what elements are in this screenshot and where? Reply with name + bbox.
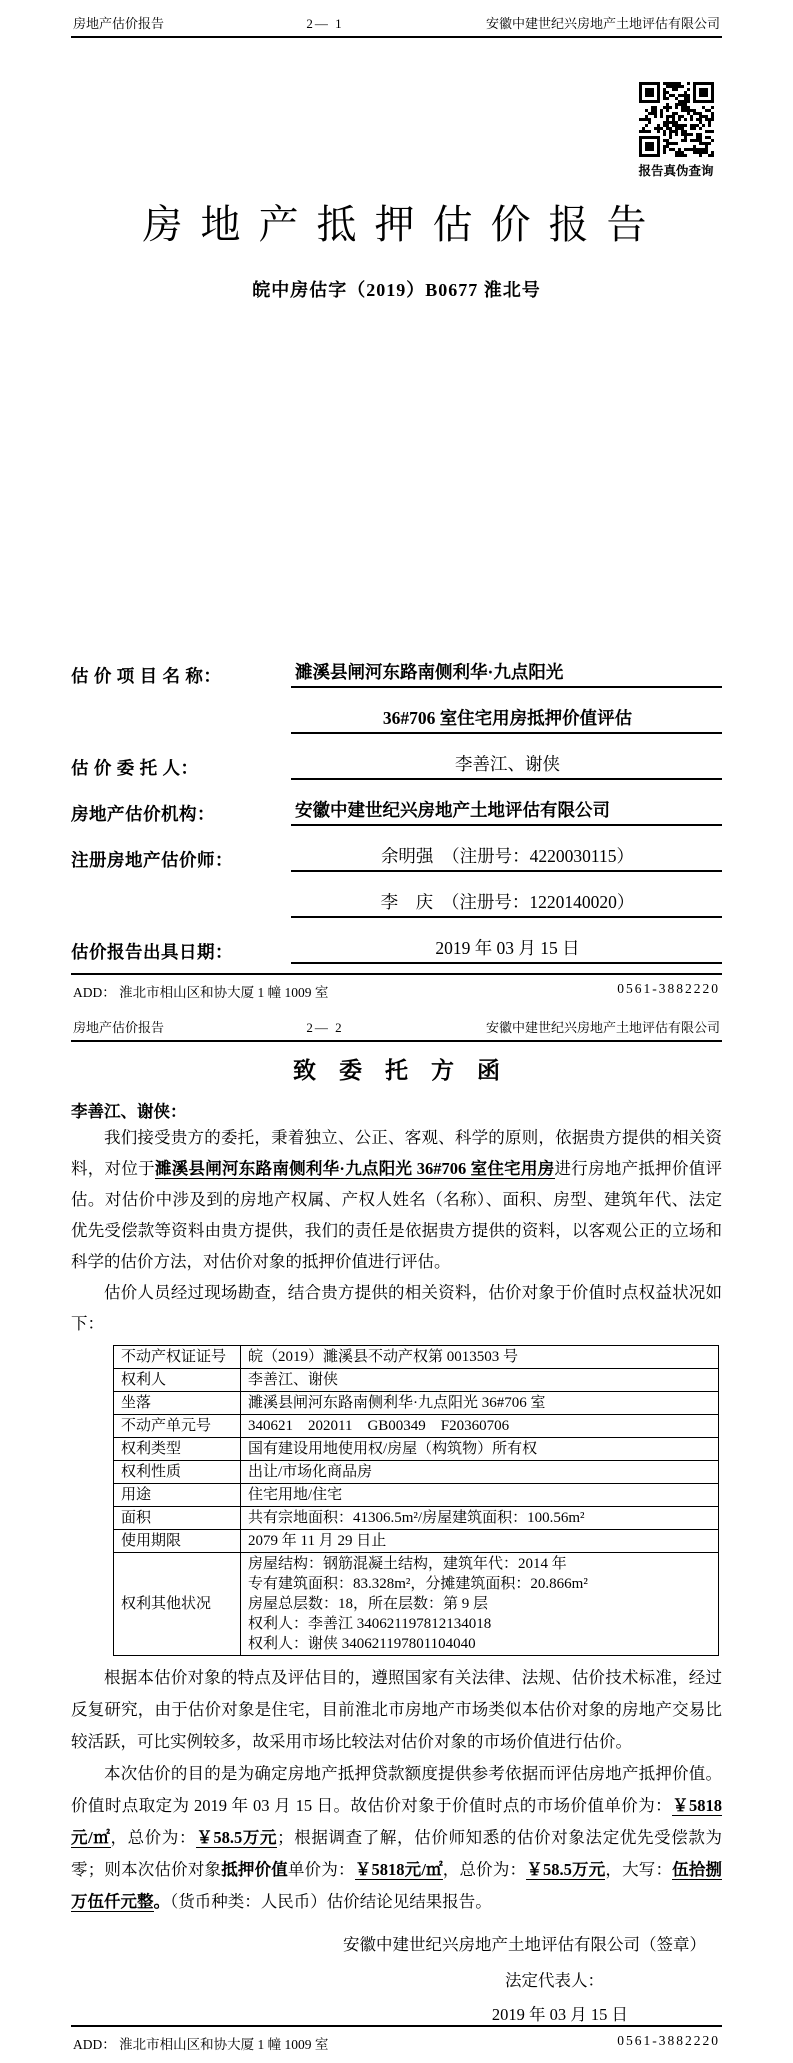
table-value-line: 皖（2019）濉溪县不动产权第 0013503 号 [248, 1349, 519, 1365]
page2-header [71, 1011, 722, 1042]
table-value-line: 房屋结构：钢筋混凝土结构，建筑年代：2014 年 [248, 1556, 567, 1572]
page1-header [71, 0, 722, 38]
cover-field-row [71, 872, 722, 918]
table-row-value [241, 1346, 719, 1369]
table-value-line: 共有宗地面积：41306.5m²/房屋建筑面积：100.56m² [248, 1510, 585, 1526]
body-text: ，总价为： [110, 1828, 197, 1847]
field-value: 李善江、谢侠 [291, 751, 722, 780]
table-row-label: 坐落 [114, 1392, 241, 1415]
cover-field-row [71, 780, 722, 826]
field-value: 安徽中建世纪兴房地产土地评估有限公司 [291, 797, 722, 826]
table-row-value [241, 1392, 719, 1415]
table-row-value [241, 1507, 719, 1530]
header-doc-type: 房地产估价报告 [73, 16, 165, 31]
footer-phone: 0561-3882220 [617, 981, 720, 996]
table-row-value [241, 1415, 719, 1438]
footer-address: ADD： 淮北市相山区和协大厦 1 幢 1009 室 [73, 985, 329, 1000]
highlighted-text: 濉溪县闸河东路南侧利华·九点阳光 36#706 室住宅用房 [154, 1159, 555, 1178]
highlighted-text: 伍拾捌万伍仟元整 [71, 1860, 723, 1911]
table-row [114, 1369, 719, 1392]
table-row-label: 权利人 [114, 1369, 241, 1392]
letter-title: 致 委 托 方 函 [293, 1058, 500, 1083]
table-row-value [241, 1484, 719, 1507]
table-row-label: 权利类型 [114, 1438, 241, 1461]
body-text: 估价人员经过现场勘查，结合贵方提供的相关资料，估价对象于价值时点权益状况如下： [71, 1283, 722, 1333]
paragraph [71, 1277, 722, 1339]
field-label: 估价报告出具日期： [71, 942, 233, 962]
field-label: 房地产估价机构： [71, 804, 215, 824]
table-row [114, 1461, 719, 1484]
page-1-cover [0, 0, 793, 1011]
footer-address: ADD： 淮北市相山区和协大厦 1 幢 1009 室 [73, 2037, 329, 2052]
report-title: 房 地 产 抵 押 估 价 报 告 [142, 202, 651, 247]
body-text: 单价为： [287, 1860, 355, 1879]
table-row-value [241, 1369, 719, 1392]
table-value-line: 住宅用地/住宅 [248, 1487, 343, 1503]
header-page-number: 2— 1 [306, 16, 344, 31]
qr-verification-block [630, 82, 722, 179]
table-row-label: 不动产权证证号 [114, 1346, 241, 1369]
table-row-label: 权利性质 [114, 1461, 241, 1484]
table-row-value [241, 1461, 719, 1484]
closing-legal-representative: 法定代表人： [505, 1971, 604, 1990]
field-value: 36#706 室住宅用房抵押价值评估 [291, 705, 722, 734]
table-row-label: 用途 [114, 1484, 241, 1507]
highlighted-text: ￥58.5万元 [526, 1860, 606, 1879]
table-row [114, 1553, 719, 1656]
body-text: 进行房地产抵押价值评估。对估价中涉及到的房地产权属、产权人姓名（名称）、面积、房型、建筑年代、法定优先受偿款等资料由贵方提供，我们的责任是依据贵方提供的资料，以客观公正的立场和科学的估价方法，对估价对象的抵押价值进行评估。 [71, 1159, 723, 1271]
table-row [114, 1346, 719, 1369]
field-value: 余明强 （注册号：4220030115） [291, 843, 722, 872]
table-value-line: 濉溪县闸河东路南侧利华·九点阳光 36#706 室 [248, 1395, 546, 1411]
body-text: 根据本估价对象的特点及评估目的，遵照国家有关法律、法规、估价技术标准，经过反复研究，由于估价对象是住宅，目前淮北市房地产市场类似本估价对象的房地产交易比较活跃，可比实例较多，故采用市场比较法对估价对象的市场价值进行估价。 [71, 1668, 722, 1751]
table-row [114, 1530, 719, 1553]
table-value-line: 2079 年 11 月 29 日止 [248, 1533, 387, 1549]
document-number: 皖中房估字（2019）B0677 淮北号 [252, 280, 541, 300]
property-rights-table [113, 1345, 719, 1656]
field-value: 李 庆 （注册号：1220140020） [291, 889, 722, 918]
body-text: 。 [153, 1892, 170, 1911]
header-page-number: 2— 2 [306, 1020, 344, 1035]
highlighted-text: ￥58.5万元 [196, 1828, 278, 1847]
header-doc-type: 房地产估价报告 [73, 1020, 165, 1035]
table-value-line: 房屋总层数：18，所在层数：第 9 层 [248, 1596, 489, 1612]
body-text: ，总价为： [442, 1860, 527, 1879]
closing-date: 2019 年 03 月 15 日 [491, 2005, 628, 2024]
table-row-label: 使用期限 [114, 1530, 241, 1553]
cover-field-row [71, 642, 722, 688]
field-label: 注册房地产估价师： [71, 850, 233, 870]
property-rights-table-body [114, 1346, 719, 1656]
table-row [114, 1507, 719, 1530]
table-row [114, 1415, 719, 1438]
table-value-line: 国有建设用地使用权/房屋（构筑物）所有权 [248, 1441, 538, 1457]
table-value-line: 权利人：李善江 340621197812134018 [248, 1616, 492, 1632]
table-row-value [241, 1553, 719, 1656]
table-value-line: 340621 202011 GB00349 F20360706 [248, 1418, 510, 1434]
letter-body-bottom [71, 1662, 722, 1918]
page1-footer [71, 973, 722, 1011]
footer-phone: 0561-3882220 [617, 2033, 720, 2048]
letter-salutation: 李善江、谢侠： [71, 1102, 187, 1121]
table-value-line: 权利人：谢侠 340621197801104040 [248, 1636, 476, 1652]
header-company-name: 安徽中建世纪兴房地产土地评估有限公司 [485, 1020, 720, 1035]
body-text: 我们接受贵方的委托，秉着独立、公正、客观、科学的原则，依据贵方提供的相关资料，对位于 [71, 1128, 722, 1178]
body-text: （货币种类：人民币）估价结论见结果报告。 [170, 1892, 492, 1911]
field-value: 2019 年 03 月 15 日 [291, 935, 722, 964]
page2-footer [71, 2025, 722, 2063]
qr-verification-label: 报告真伪查询 [638, 164, 714, 178]
table-row-label: 权利其他状况 [114, 1553, 241, 1656]
cover-field-row [71, 734, 722, 780]
page-2-letter [0, 1011, 793, 2052]
table-value-line: 出让/市场化商品房 [248, 1464, 373, 1480]
table-row-label: 不动产单元号 [114, 1415, 241, 1438]
field-value: 濉溪县闸河东路南侧利华·九点阳光 [291, 659, 722, 688]
paragraph [71, 1758, 722, 1918]
table-row [114, 1392, 719, 1415]
closing-company-signature: 安徽中建世纪兴房地产土地评估有限公司（签章） [343, 1935, 706, 1954]
header-company-name: 安徽中建世纪兴房地产土地评估有限公司 [485, 16, 720, 31]
body-text: 抵押价值 [221, 1860, 288, 1879]
table-row-label: 面积 [114, 1507, 241, 1530]
letter-closing [71, 1918, 722, 2025]
field-label: 估 价 项 目 名 称： [71, 666, 222, 686]
table-row [114, 1438, 719, 1461]
table-row [114, 1484, 719, 1507]
highlighted-text: ￥5818元/㎡ [71, 1796, 723, 1847]
paragraph [71, 1662, 722, 1758]
table-row-value [241, 1438, 719, 1461]
highlighted-text: ￥5818元/㎡ [354, 1860, 443, 1879]
cover-field-row [71, 918, 722, 964]
qr-code-icon [630, 82, 722, 157]
paragraph [71, 1122, 722, 1277]
field-label: 估 价 委 托 人： [71, 758, 199, 778]
letter-body-top [71, 1122, 722, 1339]
body-text: ，大写： [605, 1860, 673, 1879]
body-text: 本次估价的目的是为确定房地产抵押贷款额度提供参考依据而评估房地产抵押价值。价值时点取定为 2019 年 03 月 15 日。故估价对象于价值时点的市场价值单价为： [71, 1764, 722, 1815]
table-row-value [241, 1530, 719, 1553]
body-text: ；根据调查了解，估价师知悉的估价对象法定优先受偿款为零；则本次估价对象 [71, 1828, 723, 1879]
cover-field-row [71, 688, 722, 734]
table-value-line: 专有建筑面积：83.328m²，分摊建筑面积：20.866m² [248, 1576, 588, 1592]
table-value-line: 李善江、谢侠 [248, 1372, 339, 1388]
cover-fields [71, 642, 722, 964]
cover-field-row [71, 826, 722, 872]
